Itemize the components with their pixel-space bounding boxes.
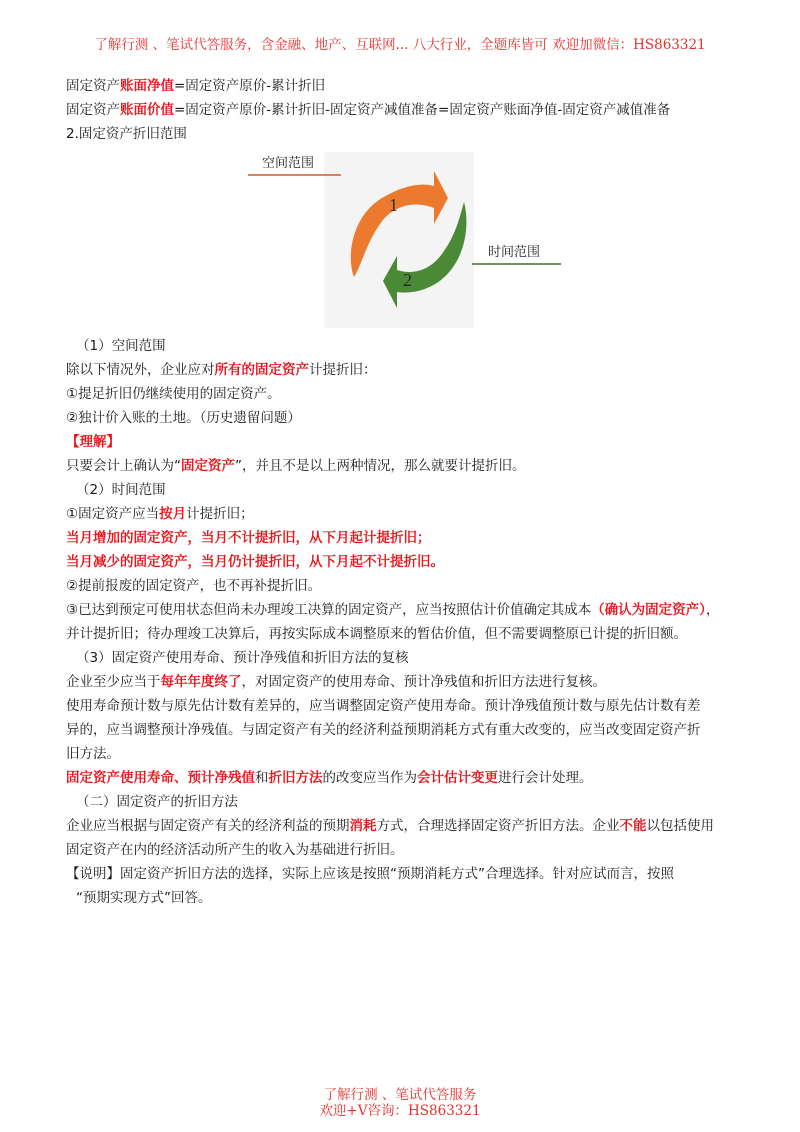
methods-text: 以包括使用 [646,818,714,834]
cycle-diagram [66,146,756,334]
review-text: ，对固定资产的使用寿命、预计净残值和折旧方法进行复核。 [241,674,606,690]
methods-title: （二）固定资产的折旧方法 [76,794,238,810]
space-item-2: ②独计价入账的土地。（历史遗留问题） [66,410,301,426]
understand-text-part: ”，并且不是以上两种情况，那么就要计提折旧。 [235,458,526,474]
label-space-range: 空间范围 [262,155,315,170]
formula-keyword: 账面价值 [120,102,174,118]
review-p1 [66,670,756,694]
review-text: 和 [255,770,269,786]
space-range-title: （1）空间范围 [76,338,166,354]
time-item-3-continued: 并计提折旧；待办理竣工决算后，再按实际成本调整原来的暂估价值，但不需要调整原已计提的折旧额。 [66,626,687,642]
formula-text: 固定资产 [66,102,120,118]
formula-text: =固定资产原价-累计折旧-固定资产减值准备=固定资产账面净值-固定资产减值准备 [174,102,671,118]
methods-p1 [66,814,756,838]
review-text: 的改变应当作为 [322,770,417,786]
methods-text: 方式，合理选择固定资产折旧方法。企业 [376,818,620,834]
space-intro-text: 除以下情况外，企业应对 [66,362,215,378]
cycle-diagram-svg [66,146,756,334]
review-keyword: 折旧方法 [268,770,323,786]
footer [0,1087,800,1119]
section-title-scope: 2.固定资产折旧范围 [66,126,187,142]
time-item-2: ②提前报废的固定资产，也不再补提折旧。 [66,578,322,594]
understand-text-part: 只要会计上确认为“ [66,458,181,474]
time-item-text: 计提折旧； [186,506,254,522]
review-p2-line3: 旧方法。 [66,746,120,762]
review-title: （3）固定资产使用寿命、预计净残值和折旧方法的复核 [76,650,409,666]
review-p2-line1: 使用寿命预计数与原先估计数有差异的，应当调整固定资产使用寿命。预计净残值预计数与原先估计数有差 [66,698,701,714]
label-time-range: 时间范围 [488,244,541,259]
space-intro [66,358,756,382]
diagram-number-2: 2 [403,270,412,290]
time-item-1 [66,502,756,526]
methods-p1-line2: 固定资产在内的经济活动所产生的收入为基础进行折旧。 [66,842,404,858]
diagram-number-1: 1 [389,195,398,215]
time-item-text: ③已达到预定可使用状态但尚未办理竣工决算的固定资产，应当按照估计价值确定其成本 [66,602,592,618]
formula-text: =固定资产原价-累计折旧 [174,78,326,94]
understand-text [66,454,756,478]
understand-label: 【理解】 [66,434,120,450]
space-intro-text: 计提折旧： [309,362,377,378]
methods-text: 企业应当根据与固定资产有关的经济利益的预期 [66,818,350,834]
time-item-keyword: 按月 [159,506,187,522]
methods-note-line1: 【说明】固定资产折旧方法的选择，实际上应该是按照“预期消耗方式”合理选择。针对应试而言，按照 [66,866,674,882]
time-item-text: ， [705,602,720,618]
review-keyword: 会计估计变更 [417,770,498,786]
space-intro-keyword: 所有的固定资产 [214,362,309,378]
formula-keyword: 账面净值 [120,78,174,94]
rule-decrease: 当月减少的固定资产，当月仍计提折旧，从下月起不计提折旧。 [66,554,444,570]
time-item-text: ①固定资产应当 [66,506,160,522]
methods-note-line2: “预期实现方式”回答。 [76,890,212,906]
time-item-3 [66,598,756,622]
review-keyword: 固定资产使用寿命、预计净残值 [66,770,255,786]
document-body [66,74,756,910]
space-item-1: ①提足折旧仍继续使用的固定资产。 [66,386,281,402]
formula-net-value [66,74,756,98]
methods-keyword: 消耗 [349,818,377,834]
footer-line-2: 欢迎+V咨询：HS863321 [319,1103,481,1119]
review-text: 企业至少应当于 [66,674,161,690]
understand-keyword: 固定资产 [181,458,235,474]
formula-book-value [66,98,756,122]
footer-line-1: 了解行测 、笔试代答服务 [323,1087,477,1103]
review-p2-line2: 异的，应当调整预计净残值。与固定资产有关的经济利益预期消耗方式有重大改变的，应当改变固定资产折 [66,722,701,738]
time-range-title: （2）时间范围 [76,482,166,498]
review-keyword: 每年年度终了 [160,674,242,690]
methods-keyword: 不能 [619,818,647,834]
review-p3 [66,766,756,790]
rule-increase: 当月增加的固定资产，当月不计提折旧，从下月起计提折旧； [66,530,431,546]
header-banner: 了解行测 、笔试代答服务，含金融、地产、互联网... 八大行业，全题库皆可 欢迎加微信：HS863321 [94,37,706,53]
time-item-keyword: （确认为固定资产） [591,602,706,618]
formula-text: 固定资产 [66,78,120,94]
review-text: 进行会计处理。 [498,770,593,786]
